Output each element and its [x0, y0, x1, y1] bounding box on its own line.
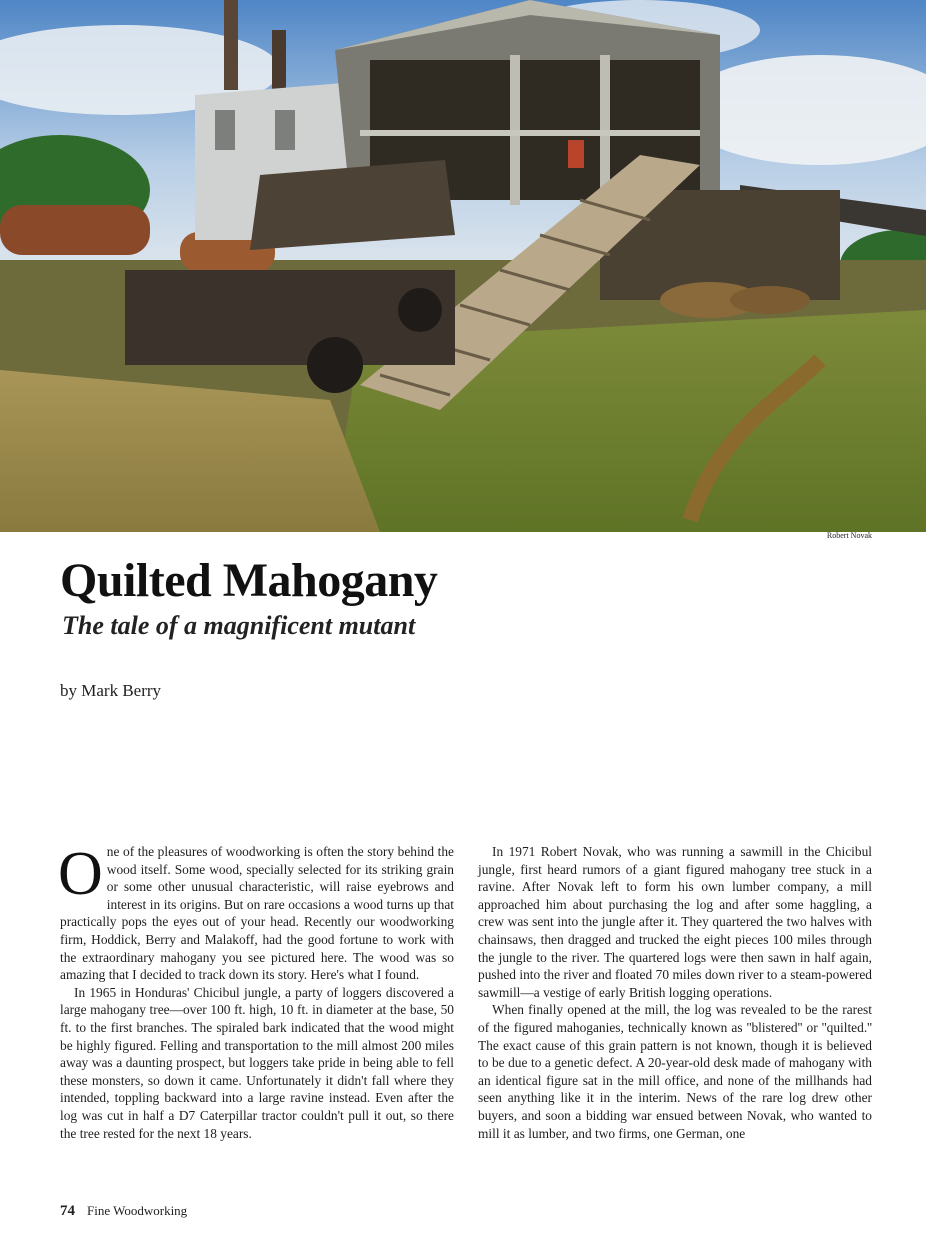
- article-title: Quilted Mahogany: [60, 554, 438, 607]
- sawmill-illustration: [0, 0, 926, 532]
- paragraph-1-text: ne of the pleasures of woodworking is often the story behind the wood itself. Some wood, specially selected for its striking grain or some other unusual characteristic, will raise eyebrows and interest in its origins. But on rare occasions a wood turns up that practically pops the eyes out of your head. Recently our woodworking firm, Hoddick, Berry and Malakoff, had the good fortune to work with the extraordinary mahogany you see pictured here. The wood was so amazing that I decided to track down its story. Here's what I found.: [60, 844, 454, 983]
- sawmill-photo: [0, 0, 926, 532]
- article-subtitle: The tale of a magnificent mutant: [62, 611, 416, 640]
- paragraph-1: [58, 840, 454, 984]
- paragraph-3: In 1971 Robert Novak, who was running a sawmill in the Chicibul jungle, first heard rumors of a giant figured mahogany tree stuck in a ravine. After Novak left to form his own lumber company, a mill approached him about purchasing the log and after some haggling, a crew was sent into the jungle after it. They quartered the two halves with chainsaws, then dragged and trucked the eight pieces 100 miles through the jungle to the river. The quartered logs were then sawn in half again, pushed into the river and floated 70 miles down river to a steam-powered sawmill—a vestige of early British logging operations.: [478, 844, 872, 1000]
- right-column: [478, 843, 872, 1142]
- publication-name: Fine Woodworking: [87, 1203, 188, 1218]
- page-number: 74: [60, 1203, 75, 1219]
- page-footer: [60, 1203, 187, 1220]
- left-column: [58, 840, 454, 1142]
- paragraph-4: When finally opened at the mill, the log was revealed to be the rarest of the figured mahoganies, technically known as ''blistered'' or ''quilted.'' The exact cause of this grain pattern is not known, though it is believed to be due to a genetic defect. A 20-year-old desk made of mahogany with an identical figure sat in the mill office, and none of the millhands had seen anything like it in the interim. News of the rare log drew other buyers, and soon a bidding war ensued between Novak, who wanted to mill it as lumber, and two firms, one German, one: [478, 1002, 872, 1141]
- photo-credit: Robert Novak: [826, 531, 872, 540]
- drop-cap: O: [58, 840, 103, 908]
- paragraph-2: In 1965 in Honduras' Chicibul jungle, a party of loggers discovered a large mahogany tree—over 100 ft. high, 10 ft. in diameter at the base, 50 ft. to the first branches. The spiraled bark indicated that the wood might be highly figured. Felling and transportation to the mill almost 200 miles away was a daunting prospect, but loggers take pride in being able to fell these monsters, so down it came. Unfortunately it didn't fall where they intended, toppling backward into a large ravine instead. Even after the log was cut in half a D7 Caterpillar tractor couldn't pull it out, so there the tree rested for the next 18 years.: [60, 984, 454, 1141]
- byline: by Mark Berry: [60, 681, 162, 700]
